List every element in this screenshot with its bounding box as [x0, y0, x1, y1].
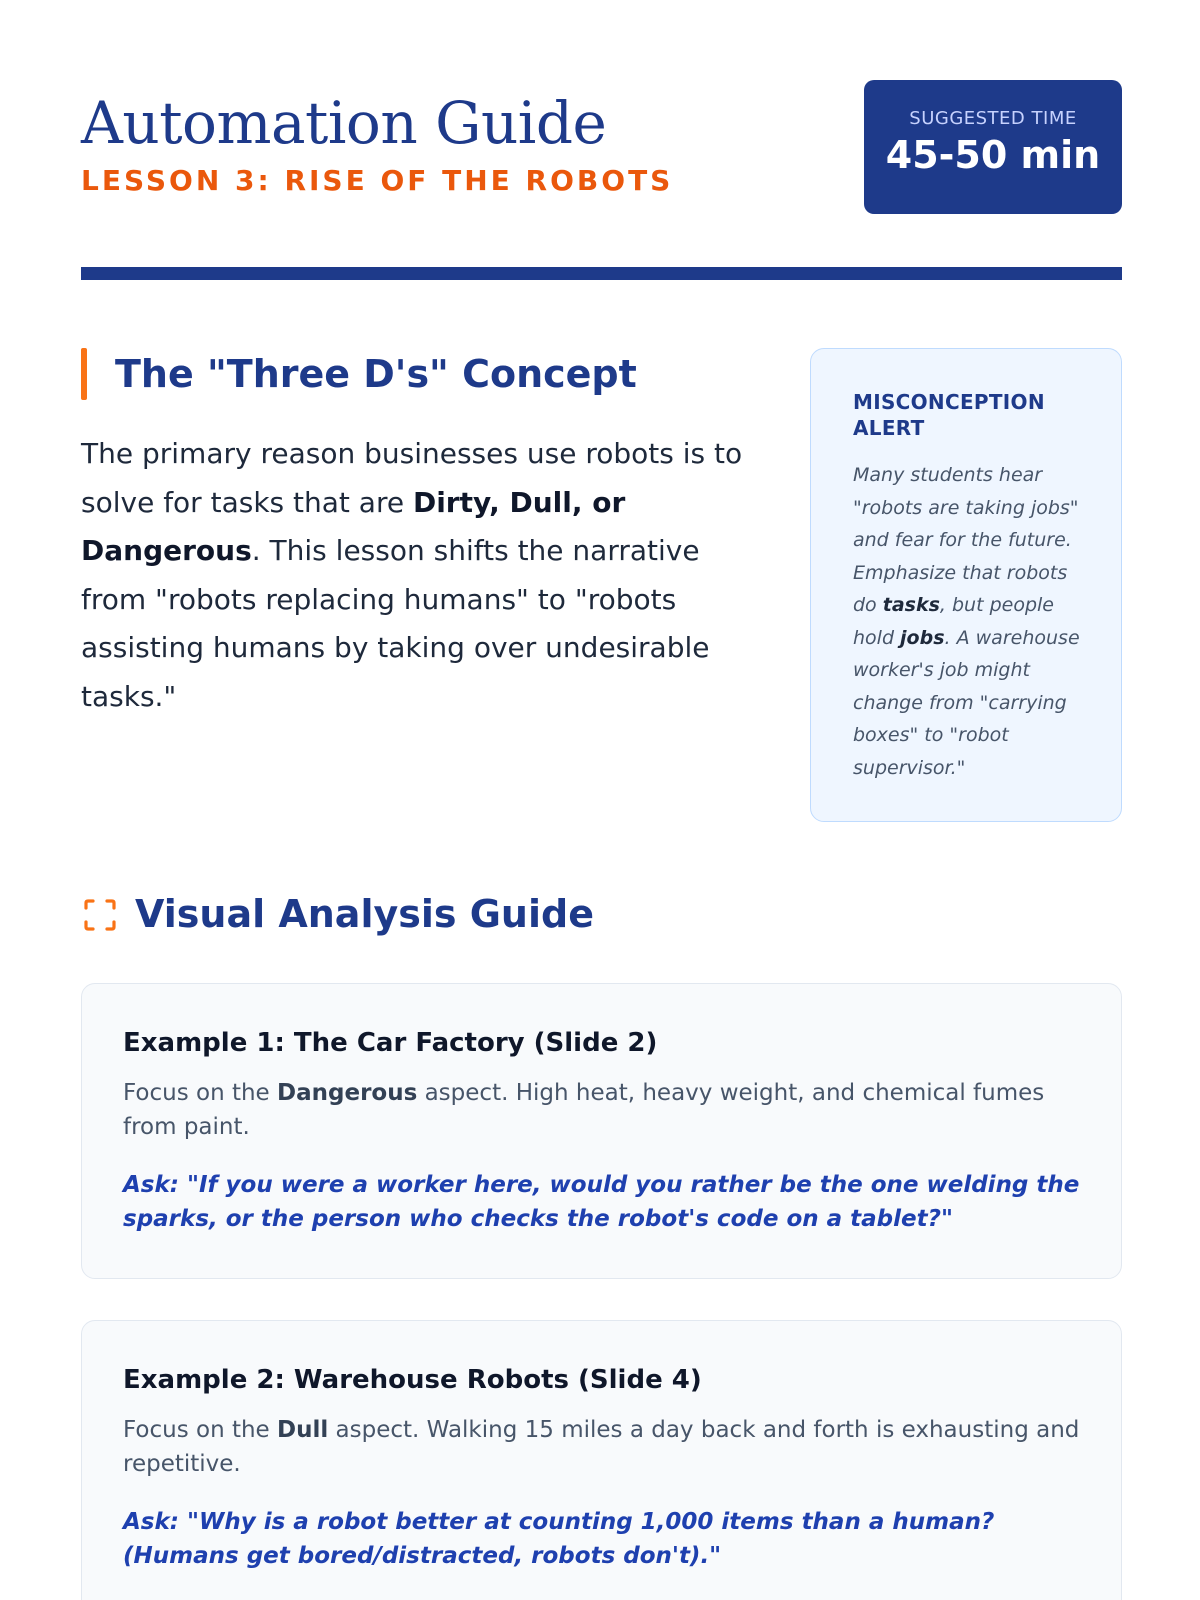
- example-title: Example 2: Warehouse Robots (Slide 4): [123, 1365, 702, 1395]
- example-card: [81, 983, 1122, 1279]
- focus-text: Focus on the: [123, 1417, 278, 1443]
- example-ask-prompt: Ask: "If you were a worker here, would you rather be the one welding the sparks, or the person who checks the robot's code on a tablet?": [123, 1172, 1080, 1232]
- focus-text: Focus on the: [123, 1080, 278, 1106]
- suggested-time-label: SUGGESTED TIME: [909, 108, 1077, 129]
- body-text: The primary reason businesses use robots is to solve for tasks that are: [81, 437, 743, 519]
- three-ds-section: [81, 348, 771, 721]
- example-focus: [123, 1076, 1081, 1144]
- heading-accent-bar: [81, 348, 87, 400]
- alert-title: MISCONCEPTION ALERT: [853, 390, 1045, 440]
- visual-analysis-title: Visual Analysis Guide: [135, 892, 594, 936]
- alert-text: , but people hold: [853, 594, 1054, 649]
- alert-text: Many students hear "robots are taking jobs" and fear for the future. Emphasize that robots do: [853, 464, 1079, 616]
- example-title: Example 1: The Car Factory (Slide 2): [123, 1028, 658, 1058]
- focus-text: aspect. High heat, heavy weight, and chemical fumes from paint.: [123, 1080, 1045, 1140]
- body-emphasis: Dirty, Dull, or Dangerous: [81, 485, 626, 567]
- scan-frame-icon: [83, 898, 117, 932]
- suggested-time-value: 45-50 min: [885, 133, 1101, 177]
- page-header: [81, 80, 1122, 215]
- section-heading: [81, 348, 771, 400]
- three-ds-body: [81, 430, 771, 721]
- alert-body: [853, 459, 1081, 784]
- example-card: [81, 1320, 1122, 1600]
- focus-emphasis: Dangerous: [277, 1080, 418, 1106]
- focus-emphasis: Dull: [277, 1417, 329, 1443]
- misconception-alert: [810, 348, 1122, 822]
- example-ask-prompt: Ask: "Why is a robot better at counting 1,000 items than a human? (Humans get bored/distracted, robots don't).": [123, 1509, 995, 1569]
- lesson-subtitle: LESSON 3: RISE OF THE ROBOTS: [81, 164, 674, 197]
- visual-analysis-heading: [81, 892, 781, 942]
- header-divider: [81, 267, 1122, 280]
- page-title: Automation Guide: [81, 89, 607, 157]
- three-ds-title: The "Three D's" Concept: [115, 352, 637, 396]
- suggested-time-badge: [864, 80, 1122, 214]
- alert-emphasis-jobs: jobs: [900, 626, 945, 649]
- alert-text: . A warehouse worker's job might change from "carrying boxes" to "robot supervisor.": [853, 626, 1080, 779]
- body-text: . This lesson shifts the narrative from "robots replacing humans" to "robots assisting humans by taking over undesirable tasks.": [81, 534, 710, 713]
- alert-emphasis-tasks: tasks: [882, 594, 940, 616]
- focus-text: aspect. Walking 15 miles a day back and forth is exhausting and repetitive.: [123, 1417, 1080, 1477]
- example-focus: [123, 1413, 1081, 1481]
